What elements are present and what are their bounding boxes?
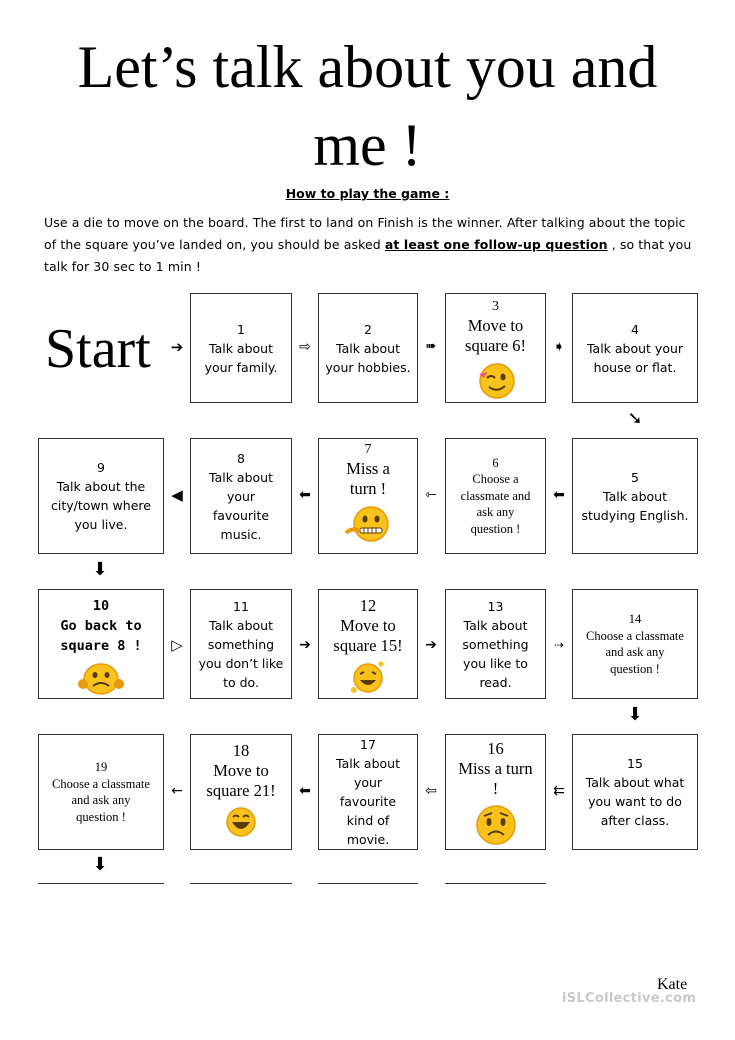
arrow-right-icon: ➔ bbox=[170, 338, 184, 356]
page-title bbox=[0, 28, 735, 184]
title-line-1: Let’s talk about you and bbox=[77, 34, 658, 100]
square-text: square 21! bbox=[206, 781, 276, 800]
square-text: music. bbox=[220, 526, 262, 542]
square-number: 16 bbox=[487, 739, 504, 758]
square-text: Talk about your bbox=[586, 340, 684, 356]
square-text: square 8 ! bbox=[60, 638, 142, 654]
square-6 bbox=[445, 438, 546, 554]
square-text: Talk about what bbox=[585, 775, 685, 790]
square-text: ask any bbox=[476, 505, 515, 520]
winking-face-icon bbox=[475, 360, 517, 400]
square-text: turn ! bbox=[349, 479, 387, 498]
square-number: 10 bbox=[92, 598, 110, 614]
square-15 bbox=[572, 734, 698, 850]
arrow-down-icon: ➘ bbox=[627, 408, 643, 429]
arrow-left-icon: ⇦ bbox=[425, 783, 437, 799]
square-1 bbox=[190, 293, 292, 403]
square-text: classmate and bbox=[460, 488, 531, 503]
square-number: 5 bbox=[631, 469, 639, 485]
square-3 bbox=[445, 293, 546, 403]
arrow-right-icon: ▷ bbox=[171, 636, 183, 654]
square-13 bbox=[445, 589, 546, 699]
title-line-2: me ! bbox=[313, 112, 422, 178]
square-text: question ! bbox=[610, 661, 660, 676]
square-number: 19 bbox=[94, 760, 108, 774]
square-number: 2 bbox=[364, 321, 372, 337]
instructions-emphasis: at least one follow-up question bbox=[384, 237, 608, 252]
square-text: city/town where bbox=[51, 498, 151, 513]
square-text: movie. bbox=[346, 832, 390, 847]
grinning-face-icon bbox=[223, 805, 259, 839]
square-text: ! bbox=[492, 779, 499, 798]
instructions-part-1: Use a die to move on the board. The first to land on Finish is the winner. After talking about the topic of the square you’ve landed on, you should be asked bbox=[44, 215, 686, 252]
square-text: Talk about bbox=[463, 617, 528, 633]
square-number: 13 bbox=[487, 598, 504, 614]
square-text: you want to do bbox=[588, 794, 682, 809]
square-text: Go back to bbox=[60, 618, 142, 634]
square-text: your bbox=[226, 488, 256, 504]
sad-face-icon bbox=[78, 660, 124, 696]
arrow-left-icon: ⬅ bbox=[299, 783, 311, 799]
arrow-right-icon: ⇢ bbox=[553, 638, 565, 652]
square-text: Move to bbox=[467, 316, 524, 335]
arrow-left-icon: ⬅ bbox=[299, 487, 311, 503]
square-text: Talk about bbox=[209, 469, 273, 485]
square-text: to do. bbox=[223, 674, 259, 690]
square-19 bbox=[38, 734, 164, 850]
square-text: something bbox=[462, 636, 529, 652]
arrow-left-icon: ⇇ bbox=[553, 783, 565, 799]
how-to-heading: How to play the game : bbox=[285, 186, 450, 201]
zipped-mouth-face-icon bbox=[343, 503, 393, 545]
square-text: favourite bbox=[212, 507, 270, 523]
watermark: iSLCollective.com bbox=[562, 991, 697, 1006]
arrow-right-icon: ➔ bbox=[299, 637, 311, 653]
square-text: Talk about the bbox=[56, 479, 146, 494]
square-text: question ! bbox=[470, 521, 521, 536]
square-number: 17 bbox=[360, 737, 376, 752]
square-8 bbox=[190, 438, 292, 554]
square-10 bbox=[38, 589, 164, 699]
square-number: 7 bbox=[364, 442, 372, 457]
square-text: studying English. bbox=[581, 507, 689, 523]
instructions-part-2: , so that you talk for 30 sec to 1 min ! bbox=[44, 237, 692, 274]
divider-line bbox=[190, 883, 292, 884]
square-text: Talk about bbox=[336, 340, 400, 356]
square-text: your bbox=[353, 775, 383, 790]
square-text: Choose a classmate bbox=[586, 628, 684, 643]
square-text: Talk about bbox=[603, 488, 667, 504]
square-number: 1 bbox=[237, 321, 245, 337]
square-text: square 15! bbox=[333, 636, 403, 655]
square-text: Miss a turn bbox=[458, 759, 533, 778]
square-text: Move to bbox=[213, 761, 269, 780]
square-text: and ask any bbox=[71, 793, 131, 807]
square-text: read. bbox=[479, 674, 512, 690]
square-text: Talk about bbox=[209, 340, 273, 356]
arrow-left-icon: ← bbox=[171, 783, 183, 799]
square-text: you like to bbox=[463, 655, 528, 671]
square-number: 18 bbox=[232, 741, 250, 760]
square-number: 15 bbox=[627, 756, 643, 771]
square-14 bbox=[572, 589, 698, 699]
arrow-left-icon: ⬅ bbox=[553, 487, 565, 503]
square-2 bbox=[318, 293, 418, 403]
square-number: 12 bbox=[359, 596, 377, 615]
divider-line bbox=[445, 883, 546, 884]
square-text: question ! bbox=[76, 809, 126, 824]
square-number: 9 bbox=[97, 460, 105, 475]
square-text: and ask any bbox=[605, 645, 665, 659]
arrow-down-icon: ⬇ bbox=[92, 854, 108, 875]
square-text: after class. bbox=[600, 813, 670, 828]
author-name: Kate bbox=[657, 976, 688, 993]
square-4 bbox=[572, 293, 698, 403]
square-7 bbox=[318, 438, 418, 554]
square-text: kind of bbox=[346, 813, 390, 828]
square-9 bbox=[38, 438, 164, 554]
square-text: Choose a classmate bbox=[52, 776, 150, 791]
arrow-right-icon: ➔ bbox=[425, 637, 437, 653]
divider-line bbox=[318, 883, 418, 884]
worried-face-icon bbox=[474, 803, 518, 847]
square-number: 3 bbox=[492, 299, 499, 314]
arrow-right-icon: ➧ bbox=[553, 339, 565, 355]
square-text: square 6! bbox=[465, 336, 526, 355]
square-text: Move to bbox=[340, 616, 396, 635]
square-text: Talk about bbox=[336, 756, 400, 771]
square-16 bbox=[445, 734, 546, 850]
laughing-face-icon bbox=[348, 660, 388, 696]
start-label: Start bbox=[45, 318, 151, 380]
square-text: Miss a bbox=[346, 459, 390, 478]
square-text: Choose a bbox=[472, 472, 519, 487]
square-number: 6 bbox=[492, 455, 499, 470]
square-number: 14 bbox=[628, 612, 642, 626]
arrow-down-icon: ⬇ bbox=[92, 559, 108, 580]
arrow-right-icon: ➠ bbox=[425, 339, 437, 354]
arrow-left-icon: ◀ bbox=[171, 486, 183, 504]
square-text: you live. bbox=[74, 517, 128, 532]
square-text: Talk about bbox=[209, 617, 273, 633]
instructions bbox=[44, 212, 699, 278]
arrow-left-icon: ⇽ bbox=[425, 487, 437, 503]
square-18 bbox=[190, 734, 292, 850]
arrow-down-icon: ⬇ bbox=[627, 704, 643, 725]
square-number: 11 bbox=[233, 598, 249, 614]
arrow-right-icon: ⇨ bbox=[299, 339, 311, 355]
square-5 bbox=[572, 438, 698, 554]
square-text: you don’t like bbox=[198, 655, 284, 671]
divider-line bbox=[38, 883, 164, 884]
square-text: house or flat. bbox=[593, 359, 677, 375]
square-17 bbox=[318, 734, 418, 850]
square-text: something bbox=[207, 636, 275, 652]
square-text: your family. bbox=[204, 359, 278, 375]
square-number: 4 bbox=[631, 321, 639, 337]
square-12 bbox=[318, 589, 418, 699]
square-number: 8 bbox=[237, 450, 245, 466]
square-text: favourite bbox=[339, 794, 397, 809]
square-11 bbox=[190, 589, 292, 699]
square-text: your hobbies. bbox=[325, 359, 411, 375]
